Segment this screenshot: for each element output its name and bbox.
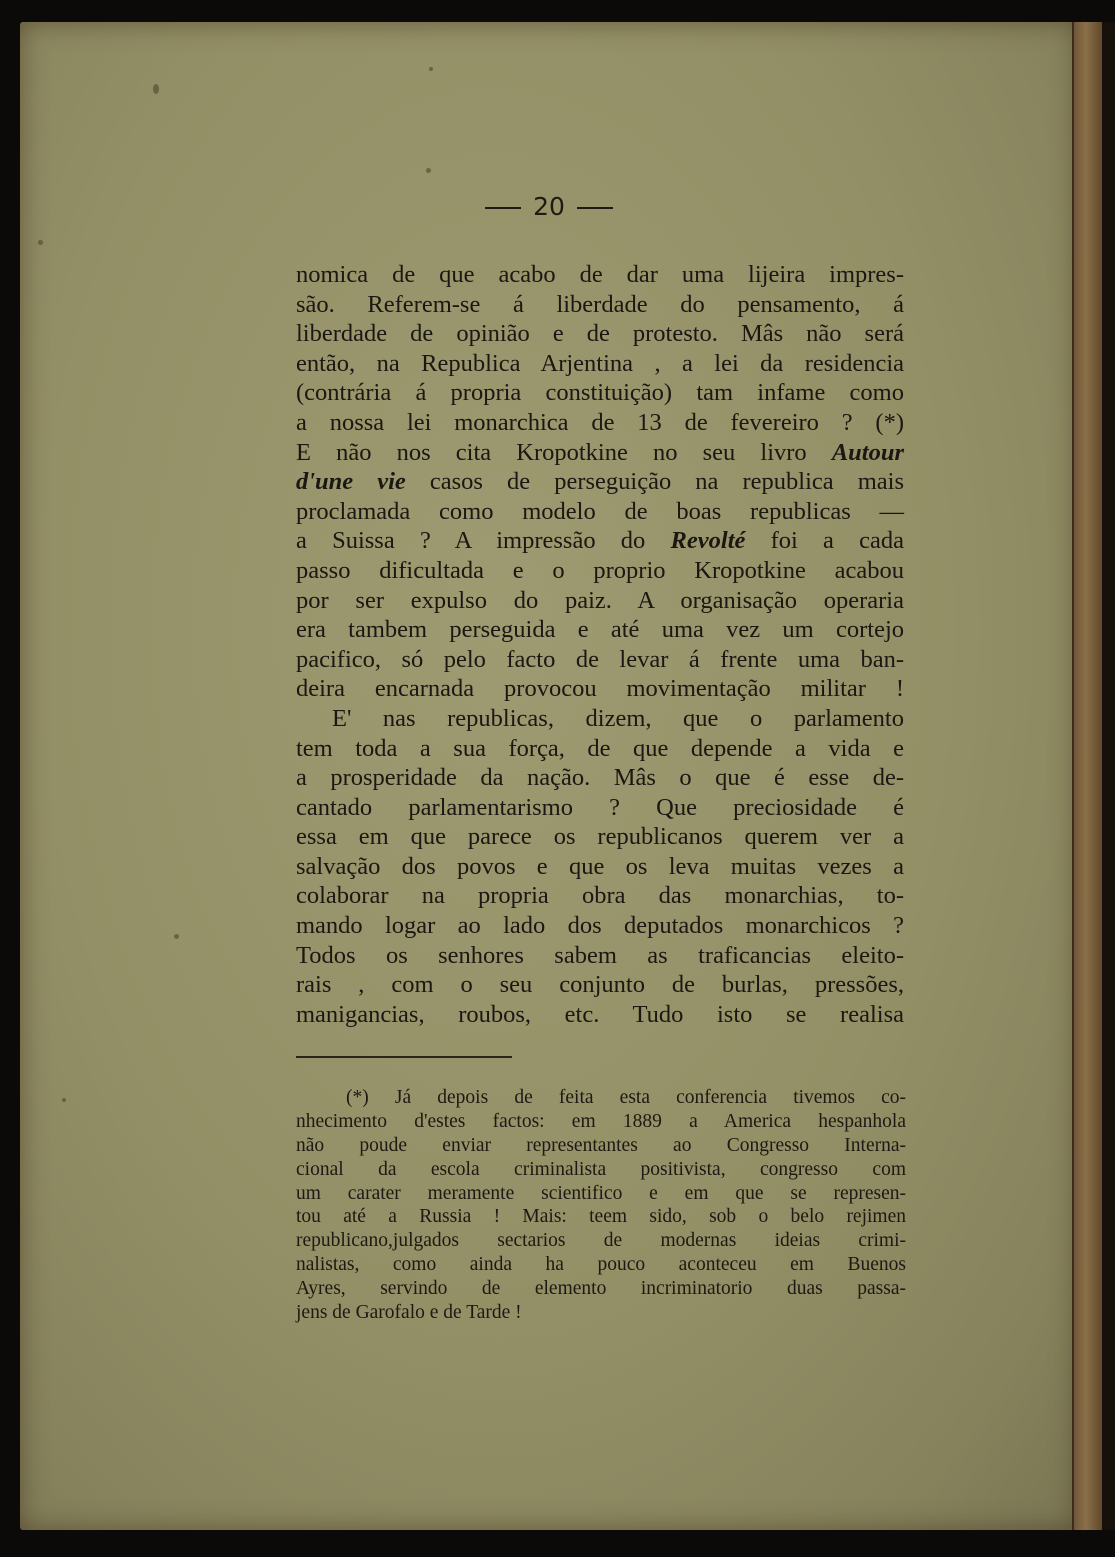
text-segment: E não nos cita Kropotkine no seu livro (296, 438, 807, 466)
ink-speck (426, 168, 431, 173)
text-line (296, 526, 904, 556)
text-line: proclamada como modelo de boas republicas — (296, 497, 904, 525)
footnote-line: tou até a Russia ! Mais: teem sido, sob o belo rejimen (296, 1206, 906, 1228)
ink-speck (38, 240, 43, 245)
periodical-title-revolte: Revolté (670, 527, 746, 555)
text-segment: a Suissa ? A impressão do (296, 527, 646, 555)
ink-speck (429, 67, 433, 71)
text-line: por ser expulso do paiz. A organisação operaria (296, 586, 904, 614)
text-line: rais , com o seu conjunto de burlas, pressões, (296, 971, 904, 999)
header-dash-right (577, 207, 613, 209)
text-line: cantado parlamentarismo ? Que preciosidade é (296, 793, 904, 821)
footnote-line: (*) Já depois de feita esta conferencia tivemos co- (346, 1087, 906, 1108)
text-line: tem toda a sua força, de que depende a vida e (296, 734, 904, 762)
main-text (296, 260, 904, 1029)
book-page (20, 22, 1078, 1530)
footnote-line: cional da escola criminalista positivista, congresso com (296, 1158, 906, 1180)
text-line: (contrária á propria constituição) tam infame como (296, 379, 904, 407)
footnote-line: jens de Garofalo e de Tarde ! (296, 1302, 522, 1324)
ink-speck (174, 934, 179, 939)
footnote-line: republicano,julgados sectarios de modernas ideias crimi- (296, 1230, 906, 1252)
text-line: são. Referem-se á liberdade do pensamento, á (296, 290, 904, 318)
text-line: colaborar na propria obra das monarchias, to- (296, 882, 904, 910)
paragraph-start-line: E' nas republicas, dizem, que o parlamento (332, 704, 904, 732)
text-line (296, 438, 904, 468)
text-line: deira encarnada provocou movimentação militar ! (296, 675, 904, 703)
footnote-line: não poude enviar representantes ao Congresso Interna- (296, 1134, 906, 1156)
header-dash-left (485, 207, 521, 209)
footnote-line: um carater meramente scientifico e em que se represen- (296, 1182, 906, 1204)
text-line: liberdade de opinião e de protesto. Mâs não será (296, 320, 904, 348)
text-line: salvação dos povos e que os leva muitas vezes a (296, 852, 904, 880)
text-line: mando logar ao lado dos deputados monarchicos ? (296, 912, 904, 940)
ink-speck (62, 1098, 66, 1102)
text-line: manigancias, roubos, etc. Tudo isto se realisa (296, 1000, 904, 1028)
book-title-dune-vie: d'une vie (296, 468, 406, 496)
footnote (296, 1086, 906, 1325)
footnote-line: nhecimento d'estes factos: em 1889 a America hespanhola (296, 1110, 906, 1132)
text-line: a nossa lei monarchica de 13 de fevereiro ? (*) (296, 408, 904, 436)
page-number: 20 (533, 192, 565, 221)
footnote-divider (296, 1056, 512, 1058)
text-line: Todos os senhores sabem as traficancias eleito- (296, 941, 904, 969)
text-segment: casos de perseguição na republica mais (429, 468, 904, 496)
text-line: a prosperidade da nação. Mâs o que é esse de- (296, 764, 904, 792)
binding-shadow (1102, 22, 1115, 1530)
footnote-line: nalistas, como ainda ha pouco aconteceu em Buenos (296, 1254, 906, 1276)
footnote-line: Ayres, servindo de elemento incriminatorio duas passa- (296, 1278, 906, 1300)
text-line: pacifico, só pelo facto de levar á frente uma ban- (296, 645, 904, 673)
text-segment: foi a cada (770, 527, 905, 555)
text-line: então, na Republica Arjentina , a lei da residencia (296, 349, 904, 377)
text-line: essa em que parece os republicanos querem ver a (296, 823, 904, 851)
adjacent-page-edge (1072, 22, 1104, 1530)
text-line: nomica de que acabo de dar uma lijeira impres- (296, 261, 904, 288)
text-line: passo dificultada e o proprio Kropotkine acabou (296, 556, 904, 584)
ink-speck (153, 84, 159, 94)
book-title-autour: Autour (831, 438, 905, 466)
text-line: era tambem perseguida e até uma vez um cortejo (296, 616, 904, 644)
page-number-header (20, 192, 1078, 221)
text-line (296, 467, 904, 497)
